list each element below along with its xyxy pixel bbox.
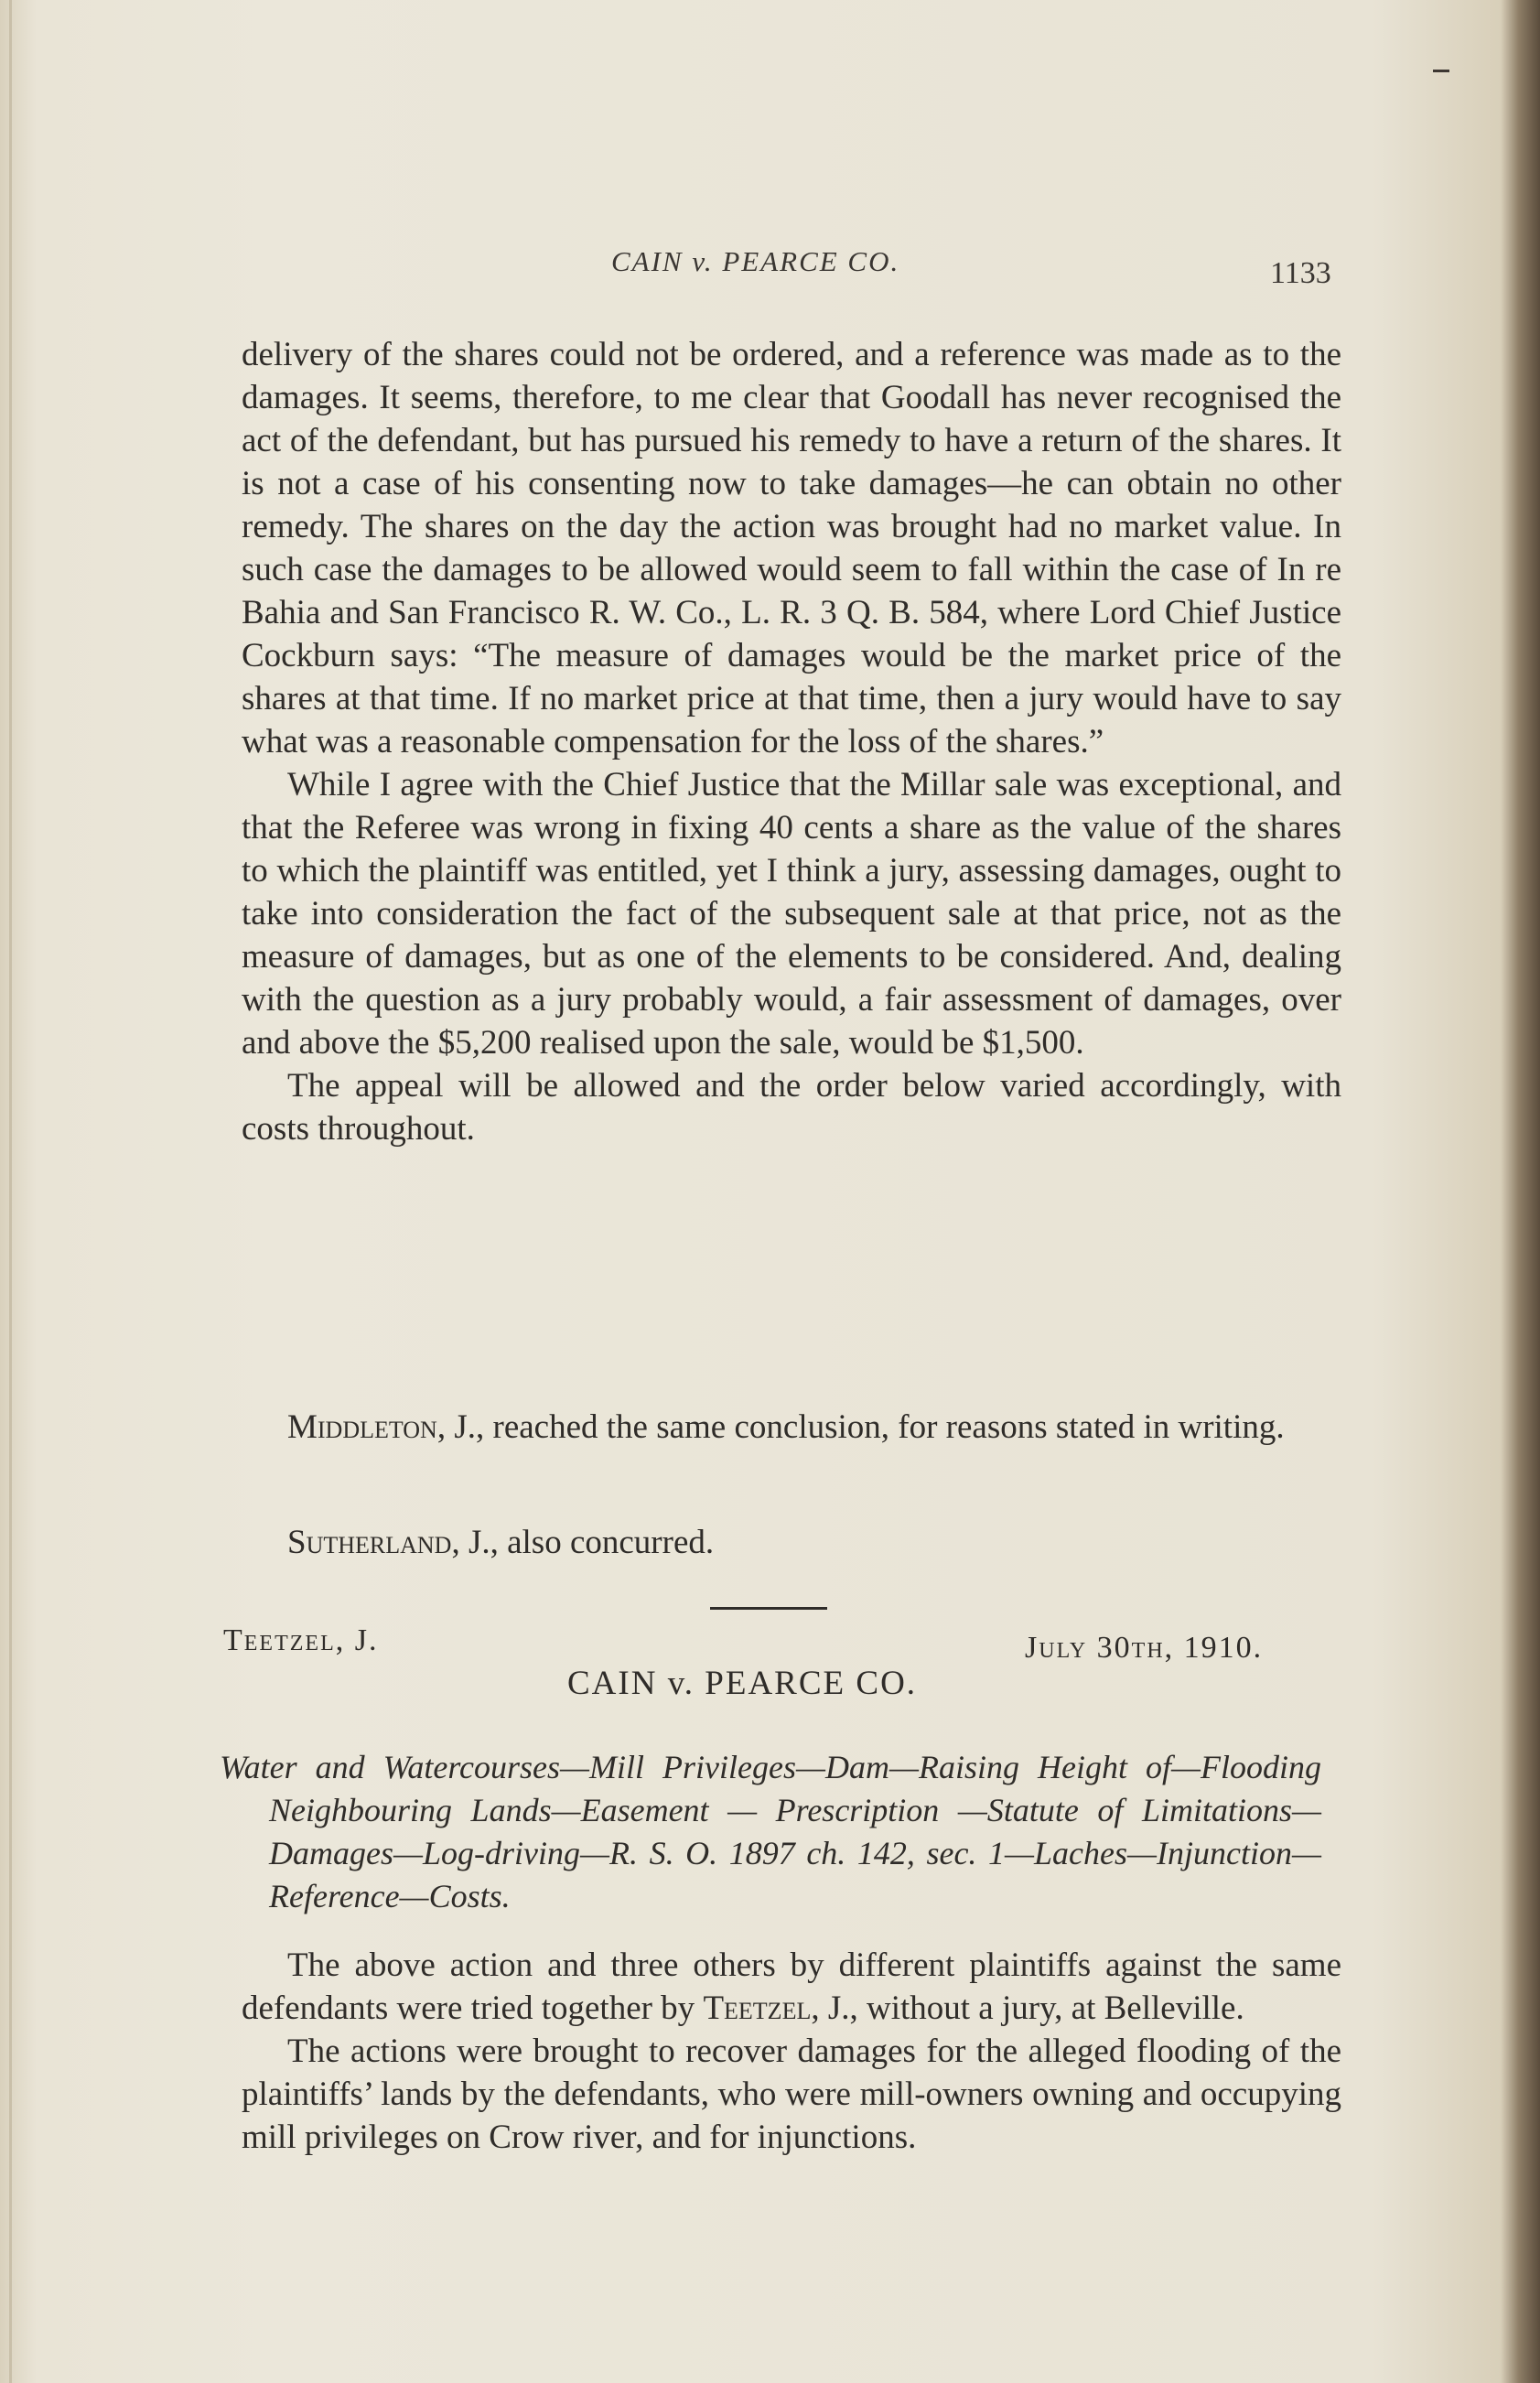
page-number: 1133 [1270,256,1331,290]
judge-name: Middleton [287,1408,437,1446]
body-text: , J., without a jury, at Belleville. [811,1989,1244,2027]
paragraph: While I agree with the Chief Justice that the Millar sale was exceptional, and that the Referee was wrong in fixing 40 cents a share as the value of the shares to which the plaintiff was entitled, yet I think a jury, assessing damages, ought to take into consideration the fact of the subsequent sale at that price, not as the measure of damages, but as one of the elements to be considered. And, dealing with the question as a jury probably would, a fair assessment of damages, over and above the $5,200 realised upon the sale, would be $1,500. [242,766,1341,1062]
paragraph: The actions were brought to recover damages for the alleged flooding of the plaintiffs’ lands by the defendants, who were mill-owners owning and occupying mill privileges on Crow river, and for injunctions. [242,2033,1341,2156]
case-title: CAIN v. PEARCE CO. [567,1665,918,1702]
body-text: The above action and three others by different plaintiffs against the same defendants were tried together by [242,1946,1341,2027]
opinion-text [242,333,1341,1150]
judge-name: Sutherland [287,1524,452,1561]
paragraph: The appeal will be allowed and the order below varied accordingly, with costs throughout. [242,1067,1341,1148]
case-body [242,1944,1341,2159]
concurrence-text: , J., also concurred. [451,1524,715,1561]
headnote: Water and Watercourses—Mill Privileges—Dam—Raising Height of—Flooding Neighbouring Lands—Easement — Prescription —Statute of Limitations—Damages—Log-driving—R. S. O. 1897 ch. 142, sec. 1—Laches—Injunction—Reference—Costs. [220,1749,1321,1914]
case-date: July 30th, 1910. [1025,1631,1264,1665]
concurrence-sutherland [242,1521,1341,1564]
paragraph: delivery of the shares could not be ordered, and a reference was made as to the damages. It seems, therefore, to me clear that Goodall has never recognised the act of the defendant, but has pursued his remedy to have a return of the shares. It is not a case of his consenting now to take damages—he can obtain no other remedy. The shares on the day the action was brought had no market value. In such case the damages to be allowed would seem to fall within the case of In re Bahia and San Francisco R. W. Co., L. R. 3 Q. B. 584, where Lord Chief Justice Cockburn says: “The measure of damages would be the market price of the shares at that time. If no market price at that time, then a jury would have to say what was a reasonable compensation for the loss of the shares.” [242,336,1341,760]
margin-mark [1433,70,1449,72]
judge-name: Teetzel [703,1989,812,2027]
case-judge: Teetzel, J. [223,1623,379,1657]
concurrence-middleton [242,1406,1341,1449]
page-edge-shadow [9,0,12,2383]
section-divider [710,1607,827,1610]
running-head: CAIN v. PEARCE CO. [611,245,900,277]
concurrence-text: , J., reached the same conclusion, for reasons stated in writing. [436,1408,1285,1446]
